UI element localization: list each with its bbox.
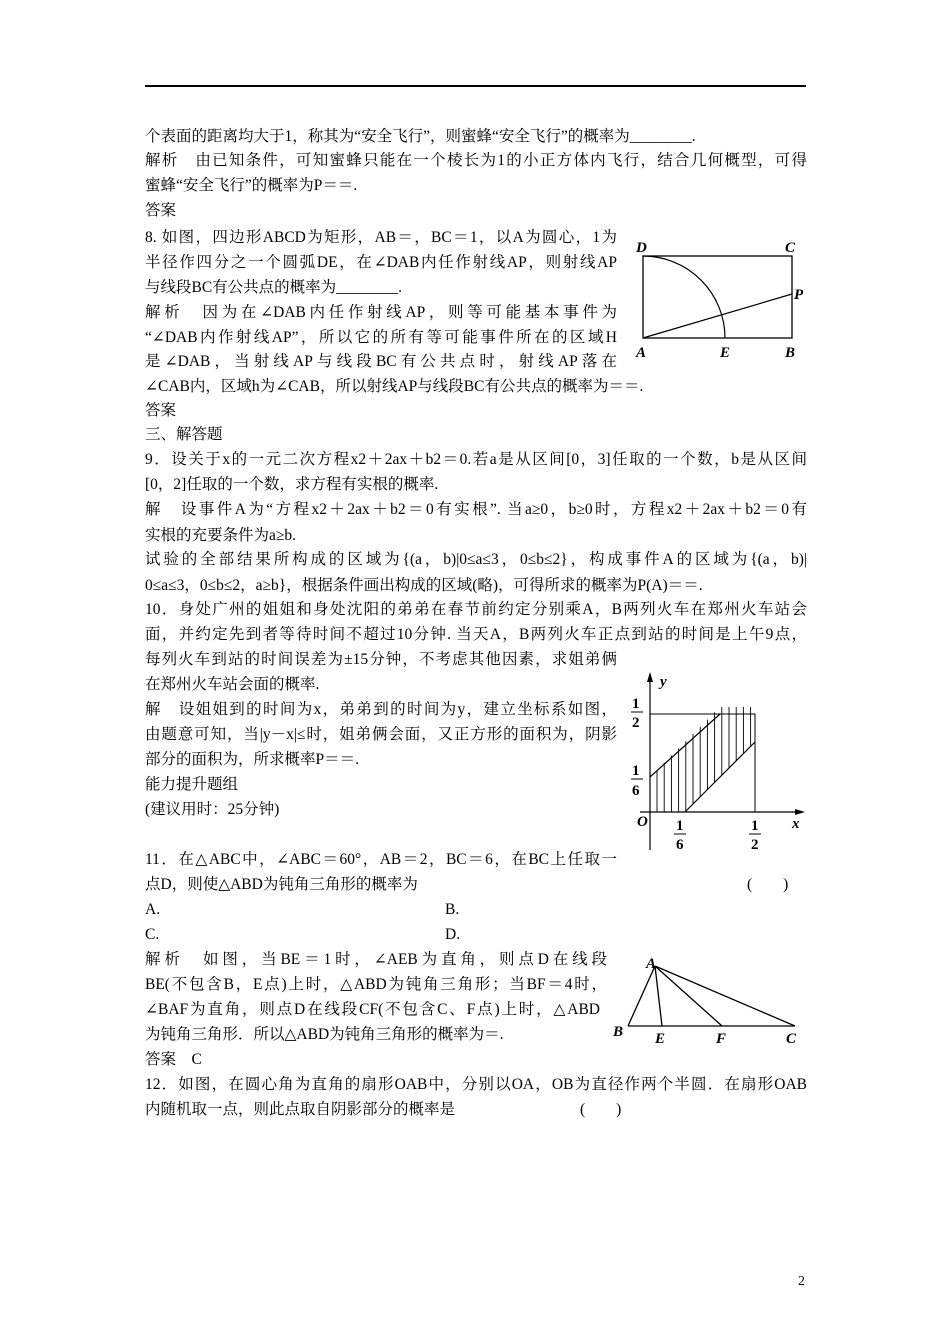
xtick-sixth-num: 1 bbox=[676, 818, 684, 834]
text-line: 内随机取一点，则此点取自阴影部分的概率是 bbox=[145, 1101, 456, 1118]
text-line: ∠CAB内，区域h为∠CAB，所以射线AP与线段BC有公共点的概率为＝＝. bbox=[145, 378, 644, 395]
text-line: 解 设事件A为“方程x2＋2ax＋b2＝0有实根”. 当a≥0，b≥0时，方程x2＋2ax＋b2＝0有 bbox=[145, 501, 807, 518]
label-y: y bbox=[660, 674, 667, 690]
label-origin: O bbox=[637, 814, 648, 830]
answer-bracket: ( ) bbox=[580, 1101, 622, 1118]
section-heading: 三、解答题 bbox=[145, 426, 223, 443]
label-a: A bbox=[646, 956, 657, 972]
text-line: 解析 因为在∠DAB内任作射线AP，则等可能基本事件为 bbox=[145, 304, 617, 321]
label-f: F bbox=[716, 1031, 727, 1047]
tick-sixth-num: 1 bbox=[632, 763, 640, 779]
segment-af bbox=[655, 966, 722, 1026]
label-p: P bbox=[794, 287, 804, 303]
text-line: 点D，则使△ABD为钝角三角形的概率为 bbox=[145, 876, 418, 893]
text-line: 为钝角三角形．所以△ABD为钝角三角形的概率为＝. bbox=[145, 1026, 504, 1043]
text-line: 每列火车到站的时间误差为±15分钟，不考虑其他因素，求姐弟俩 bbox=[145, 651, 617, 668]
text-line: 实根的充要条件为a≥b. bbox=[145, 527, 297, 544]
text-line: 面，并约定先到者等待时间不超过10分钟. 当天A，B两列火车正点到站的时间是上午9点， bbox=[145, 626, 807, 643]
page-number: 2 bbox=[798, 1274, 805, 1289]
text-line: “∠DAB内作射线AP”，所以它的所有等可能事件所在的区域H bbox=[145, 329, 617, 346]
text-line: 试验的全部结果所构成的区域为{(a，b)|0≤a≤3，0≤b≤2}，构成事件A的区域为{(a，b)| bbox=[145, 551, 807, 568]
text-line: 由题意可知，当|y－x|≤时，姐弟俩会面，又正方形的面积为，阴影 bbox=[145, 726, 617, 743]
section-heading: 能力提升题组 bbox=[145, 776, 239, 793]
text-line: 在郑州火车站会面的概率. bbox=[145, 676, 320, 693]
label-b: B bbox=[613, 1024, 624, 1040]
question-12: 12．如图，在圆心角为直角的扇形OAB中，分别以OA，OB为直径作两个半圆．在扇形OAB bbox=[145, 1076, 807, 1093]
text-line: 是∠DAB，当射线AP与线段BC有公共点时，射线AP落在 bbox=[145, 353, 617, 370]
option-d[interactable]: D. bbox=[445, 926, 461, 943]
tick-half-num: 1 bbox=[632, 696, 640, 712]
label-x: x bbox=[792, 816, 800, 832]
xtick-half-den: 2 bbox=[751, 837, 759, 853]
segment-ac bbox=[655, 966, 795, 1026]
text-line: BE(不包含B，E点)上时，△ABD为钝角三角形；当BF＝4时， bbox=[145, 976, 607, 993]
text-line: 解析 由已知条件，可知蜜蜂只能在一个棱长为1的小正方体内飞行，结合几何概型，可得 bbox=[145, 152, 807, 169]
label-b: B bbox=[785, 345, 796, 361]
tick-half-den: 2 bbox=[632, 715, 640, 731]
text-line: ∠BAF为直角，则点D在线段CF(不包含C、F点)上时，△ABD bbox=[145, 1001, 600, 1018]
segment-ae bbox=[655, 966, 662, 1026]
option-c[interactable]: C. bbox=[145, 926, 160, 943]
label-e: E bbox=[720, 345, 731, 361]
option-a[interactable]: A. bbox=[145, 901, 161, 918]
segment-ab bbox=[628, 966, 655, 1026]
label-d: D bbox=[636, 240, 647, 256]
text-line: 与线段BC有公共点的概率为________. bbox=[145, 279, 403, 296]
text-line: [0，2]任取的一个数，求方程有实根的概率. bbox=[145, 476, 439, 493]
text-line: 解 设姐姐到的时间为x，弟弟到的时间为y，建立坐标系如图， bbox=[145, 701, 617, 718]
question-11: 11．在△ABC中，∠ABC＝60°，AB＝2，BC＝6，在BC上任取一 bbox=[145, 851, 617, 868]
option-b[interactable]: B. bbox=[445, 901, 460, 918]
label-c: C bbox=[786, 1031, 797, 1047]
label-a: A bbox=[636, 345, 647, 361]
answer-label: 答案 bbox=[145, 202, 177, 219]
label-e: E bbox=[655, 1031, 666, 1047]
answer-bracket: ( ) bbox=[747, 876, 789, 893]
text-line: 个表面的距离均大于1，称其为“安全飞行”，则蜜蜂“安全飞行”的概率为________. bbox=[145, 128, 696, 145]
answer-line: 答案 C bbox=[145, 1051, 202, 1068]
text-line: 蜜蜂“安全飞行”的概率为P＝＝. bbox=[145, 177, 358, 194]
text-line: 部分的面积为，所求概率P＝＝. bbox=[145, 751, 359, 768]
xtick-sixth-den: 6 bbox=[676, 837, 684, 853]
xtick-half-num: 1 bbox=[751, 818, 759, 834]
question-8: 8. 如图，四边形ABCD为矩形，AB＝，BC＝1，以A为圆心，1为 bbox=[145, 229, 617, 246]
suggested-time: (建议用时：25分钟) bbox=[145, 801, 280, 818]
tick-sixth-den: 6 bbox=[632, 783, 640, 799]
text-line: 解析 如图，当BE＝1时，∠AEB为直角，则点D在线段 bbox=[145, 951, 607, 968]
question-9: 9．设关于x的一元二次方程x2＋2ax＋b2＝0.若a是从区间[0，3]任取的一个数，b是从区间 bbox=[145, 451, 807, 468]
answer-label: 答案 bbox=[145, 402, 177, 419]
question-10: 10．身处广州的姐姐和身处沈阳的弟弟在春节前约定分别乘A，B两列火车在郑州火车站会 bbox=[145, 601, 807, 618]
text-line: 半径作四分之一个圆弧DE，在∠DAB内任作射线AP，则射线AP bbox=[145, 254, 617, 271]
label-c: C bbox=[785, 240, 796, 256]
text-line: 0≤a≤3，0≤b≤2，a≥b}，根据条件画出构成的区域(略)，可得所求的概率为P(A)＝＝. bbox=[145, 577, 703, 594]
